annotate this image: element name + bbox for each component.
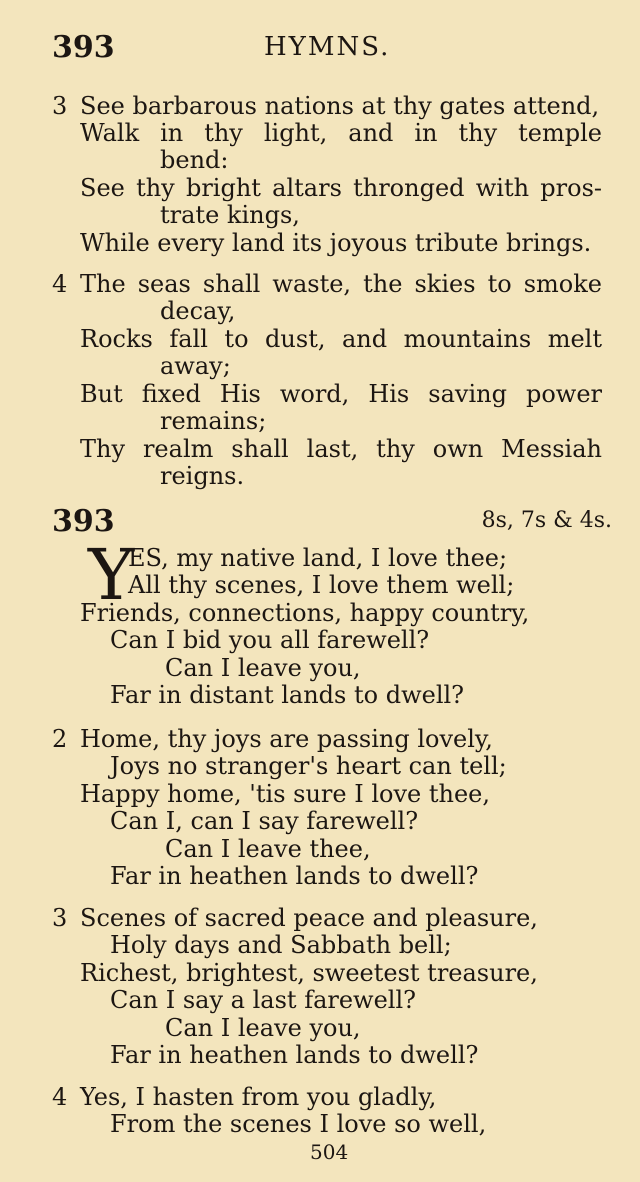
verse-line: Yes, I hasten from you gladly, (80, 1083, 437, 1111)
verse-line: See barbarous nations at thy gates attend, (80, 92, 600, 120)
running-title: HYMNS. (264, 32, 391, 62)
verse-line: Far in heathen lands to dwell? (110, 1041, 479, 1069)
verse-line: Home, thy joys are passing lovely, (80, 725, 493, 753)
verse-line: Joys no stranger's heart can tell; (110, 752, 507, 780)
verse-line: While every land its joyous tribute brings. (80, 229, 592, 257)
verse-line: Can I leave you, (165, 654, 361, 682)
verse-line: The seas shall waste, the skies to smoke (80, 270, 602, 298)
verse-number: 3 (52, 904, 68, 932)
verse-line: away; (160, 352, 231, 380)
verse-line: Thy realm shall last, thy own Messiah (80, 435, 602, 463)
verse-line: All thy scenes, I love them well; (128, 571, 515, 599)
verse-number: 4 (52, 270, 68, 298)
verse-line: decay, (160, 297, 236, 325)
verse-line: reigns. (160, 462, 245, 490)
verse-line: Far in heathen lands to dwell? (110, 862, 479, 890)
hymn-number: 393 (52, 504, 115, 539)
verse-number: 2 (52, 725, 68, 753)
verse-line: Holy days and Sabbath bell; (110, 931, 452, 959)
verse-line: From the scenes I love so well, (110, 1110, 487, 1138)
verse-line: Scenes of sacred peace and pleasure, (80, 904, 538, 932)
verse-line: Can I, can I say farewell? (110, 807, 419, 835)
verse-line: But fixed His word, His saving power (80, 380, 602, 408)
verse-line: Can I leave thee, (165, 835, 371, 863)
verse-line: remains; (160, 407, 267, 435)
verse-line: Richest, brightest, sweetest treasure, (80, 959, 538, 987)
verse-number: 3 (52, 92, 68, 120)
verse-line: See thy bright altars thronged with pros- (80, 174, 602, 202)
drop-cap: Y (88, 534, 135, 616)
verse-line: Rocks fall to dust, and mountains melt (80, 325, 602, 353)
verse-line: Happy home, 'tis sure I love thee, (80, 780, 490, 808)
verse-line: Far in distant lands to dwell? (110, 681, 465, 709)
running-page-number: 393 (52, 30, 115, 65)
verse-line: ES, my native land, I love thee; (128, 544, 508, 572)
verse-line: Can I say a last farewell? (110, 986, 417, 1014)
verse-line: Walk in thy light, and in thy temple (80, 119, 602, 147)
page-folio: 504 (310, 1140, 349, 1164)
hymn-meter: 8s, 7s & 4s. (481, 508, 612, 533)
verse-line: Friends, connections, happy country, (80, 599, 530, 627)
verse-line: Can I bid you all farewell? (110, 626, 430, 654)
verse-number: 4 (52, 1083, 68, 1111)
verse-line: Can I leave you, (165, 1014, 361, 1042)
verse-line: bend: (160, 146, 229, 174)
verse-line: trate kings, (160, 201, 300, 229)
